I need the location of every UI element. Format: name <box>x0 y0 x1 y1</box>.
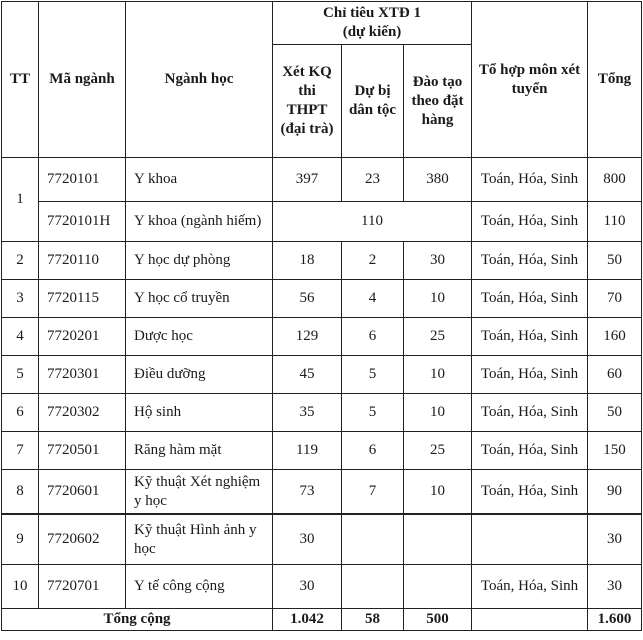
cell-daotao: 10 <box>404 356 472 394</box>
cell-nganh: Y khoa (ngành hiếm) <box>126 202 273 242</box>
cell-dubi <box>342 515 404 565</box>
total-tong: 1.600 <box>588 609 642 631</box>
cell-xet: 129 <box>273 318 342 356</box>
cell-tt: 9 <box>2 515 39 565</box>
cell-xet: 30 <box>273 515 342 565</box>
cell-tohop <box>472 515 588 565</box>
total-row <box>2 609 642 631</box>
cell-dubi: 23 <box>342 158 404 202</box>
header-nganh-hoc: Ngành học <box>126 2 273 158</box>
table-row <box>2 318 642 356</box>
header-du-kien: (dự kiến) <box>342 24 402 40</box>
cell-tohop: Toán, Hóa, Sinh <box>472 432 588 470</box>
cell-nganh: Y học dự phòng <box>126 242 273 280</box>
cell-tt: 3 <box>2 280 39 318</box>
cell-daotao: 25 <box>404 318 472 356</box>
table-row <box>2 158 642 202</box>
table-row <box>2 280 642 318</box>
cell-dubi: 6 <box>342 318 404 356</box>
cell-dubi: 7 <box>342 470 404 514</box>
cell-daotao: 10 <box>404 280 472 318</box>
cell-xet: 30 <box>273 565 342 609</box>
cell-ma: 7720101 <box>39 158 126 202</box>
header-ma-nganh: Mã ngành <box>39 2 126 158</box>
cell-xet: 397 <box>273 158 342 202</box>
cell-dubi <box>342 565 404 609</box>
cell-tt: 1 <box>2 158 39 242</box>
cell-nganh: Y khoa <box>126 158 273 202</box>
total-xet: 1.042 <box>273 609 342 631</box>
header-du-bi: Dự bị dân tộc <box>342 45 404 158</box>
cell-tt: 2 <box>2 242 39 280</box>
cell-xet: 119 <box>273 432 342 470</box>
cell-daotao: 25 <box>404 432 472 470</box>
cell-ma: 7720302 <box>39 394 126 432</box>
cell-ma: 7720201 <box>39 318 126 356</box>
table-row <box>2 356 642 394</box>
cell-nganh: Răng hàm mặt <box>126 432 273 470</box>
cell-daotao <box>404 515 472 565</box>
cell-tong: 90 <box>588 470 642 514</box>
header-dao-tao: Đào tạo theo đặt hàng <box>404 45 472 158</box>
cell-dubi: 5 <box>342 394 404 432</box>
cell-xet: 45 <box>273 356 342 394</box>
cell-tohop: Toán, Hóa, Sinh <box>472 280 588 318</box>
header-tong: Tổng <box>588 2 642 158</box>
cell-dubi: 6 <box>342 432 404 470</box>
table-row <box>2 565 642 609</box>
admission-quota-table-continued <box>1 514 642 631</box>
cell-tong: 800 <box>588 158 642 202</box>
cell-tohop: Toán, Hóa, Sinh <box>472 470 588 514</box>
cell-daotao: 10 <box>404 394 472 432</box>
cell-nganh: Kỹ thuật Hình ảnh y học <box>126 515 273 565</box>
cell-daotao: 380 <box>404 158 472 202</box>
cell-tong: 160 <box>588 318 642 356</box>
cell-ma: 7720602 <box>39 515 126 565</box>
cell-tong: 50 <box>588 394 642 432</box>
cell-tong: 70 <box>588 280 642 318</box>
header-to-hop: Tổ hợp môn xét tuyển <box>472 2 588 158</box>
cell-tt: 7 <box>2 432 39 470</box>
admission-quota-table <box>1 1 642 514</box>
cell-xet: 18 <box>273 242 342 280</box>
cell-dubi: 5 <box>342 356 404 394</box>
cell-tt: 4 <box>2 318 39 356</box>
cell-ma: 7720501 <box>39 432 126 470</box>
cell-tt: 8 <box>2 470 39 514</box>
cell-tohop: Toán, Hóa, Sinh <box>472 565 588 609</box>
cell-tong: 60 <box>588 356 642 394</box>
total-tohop <box>472 609 588 631</box>
cell-tohop: Toán, Hóa, Sinh <box>472 318 588 356</box>
cell-tohop: Toán, Hóa, Sinh <box>472 356 588 394</box>
cell-tohop: Toán, Hóa, Sinh <box>472 394 588 432</box>
cell-nganh: Y tế công cộng <box>126 565 273 609</box>
header-xet-kq: Xét KQ thi THPT (đại trà) <box>273 45 342 158</box>
cell-dubi: 4 <box>342 280 404 318</box>
header-chi-tieu <box>273 2 472 45</box>
cell-daotao: 30 <box>404 242 472 280</box>
cell-tohop: Toán, Hóa, Sinh <box>472 242 588 280</box>
total-daotao: 500 <box>404 609 472 631</box>
cell-tong: 150 <box>588 432 642 470</box>
cell-tt: 6 <box>2 394 39 432</box>
table-row <box>2 470 642 514</box>
cell-ma: 7720110 <box>39 242 126 280</box>
cell-tohop: Toán, Hóa, Sinh <box>472 158 588 202</box>
table-row <box>2 202 642 242</box>
total-dubi: 58 <box>342 609 404 631</box>
cell-tohop: Toán, Hóa, Sinh <box>472 202 588 242</box>
table-row <box>2 432 642 470</box>
cell-tt: 10 <box>2 565 39 609</box>
cell-nganh: Hộ sinh <box>126 394 273 432</box>
header-chi-tieu-title: Chỉ tiêu XTĐ 1 <box>323 5 421 21</box>
cell-tong: 50 <box>588 242 642 280</box>
cell-dubi: 2 <box>342 242 404 280</box>
cell-daotao <box>404 565 472 609</box>
cell-merged-quota: 110 <box>273 202 472 242</box>
total-label: Tổng cộng <box>2 609 273 631</box>
cell-daotao: 10 <box>404 470 472 514</box>
table-row <box>2 515 642 565</box>
cell-ma: 7720301 <box>39 356 126 394</box>
cell-tt: 5 <box>2 356 39 394</box>
cell-ma: 7720701 <box>39 565 126 609</box>
cell-nganh: Kỹ thuật Xét nghiệm y học <box>126 470 273 514</box>
cell-nganh: Dược học <box>126 318 273 356</box>
cell-tong: 30 <box>588 565 642 609</box>
cell-tong: 110 <box>588 202 642 242</box>
cell-ma: 7720601 <box>39 470 126 514</box>
cell-nganh: Y học cổ truyền <box>126 280 273 318</box>
table-row <box>2 394 642 432</box>
cell-nganh: Điều dưỡng <box>126 356 273 394</box>
cell-ma: 7720101H <box>39 202 126 242</box>
cell-xet: 56 <box>273 280 342 318</box>
cell-tong: 30 <box>588 515 642 565</box>
cell-xet: 73 <box>273 470 342 514</box>
header-tt: TT <box>2 2 39 158</box>
cell-ma: 7720115 <box>39 280 126 318</box>
cell-xet: 35 <box>273 394 342 432</box>
table-row <box>2 242 642 280</box>
